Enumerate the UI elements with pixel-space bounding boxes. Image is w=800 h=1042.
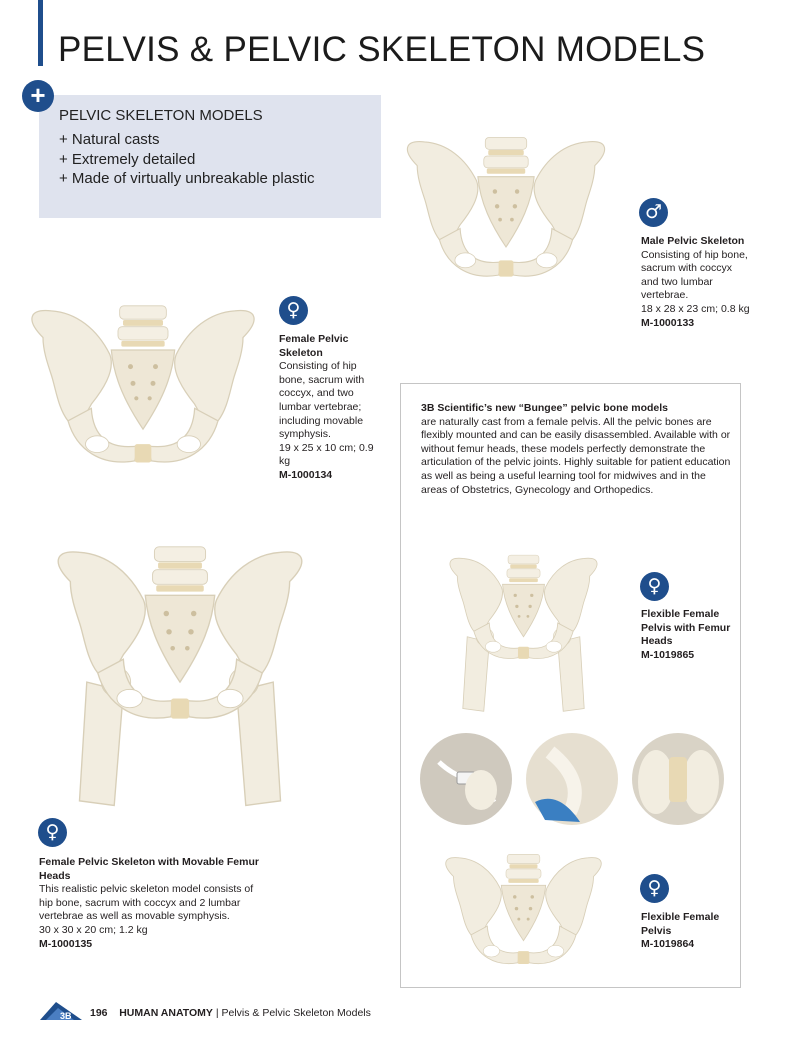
product-name: Flexible Female Pelvis with Femur Heads (641, 608, 731, 648)
flex-caption (641, 911, 736, 952)
page-number: 196 (90, 1007, 108, 1019)
female-femur-pelvis-image (35, 545, 325, 810)
female-pelvis-image (18, 290, 268, 485)
product-name: Female Pelvic Skeleton with Movable Femur Heads (39, 856, 259, 882)
flex-femur-caption (641, 608, 736, 662)
detail-image (631, 732, 725, 826)
flex-femur-pelvis-image (431, 554, 616, 714)
footer-section: HUMAN ANATOMY (119, 1007, 213, 1019)
product-description: Consisting of hip bone, sacrum with coccyx and two lumbar vertebrae. (641, 248, 748, 302)
product-dimensions: 19 x 25 x 10 cm; 0.9 kg (279, 441, 374, 468)
product-sku: M-1000134 (279, 468, 333, 481)
female-symbol-icon: ♀ (640, 572, 669, 601)
product-sku: M-1000135 (39, 937, 93, 950)
logo-text: 3B (60, 1011, 72, 1021)
product-name: Female Pelvic Skeleton (279, 333, 349, 359)
bungee-info-box (400, 383, 741, 988)
product-sku: M-1019865 (641, 648, 695, 661)
footer-separator: | (212, 1007, 222, 1019)
product-dimensions: 30 x 30 x 20 cm; 1.2 kg (39, 923, 148, 936)
female-femur-caption (39, 856, 269, 951)
footer-subsection: Pelvis & Pelvic Skeleton Models (221, 1007, 371, 1019)
info-body: are naturally cast from a female pelvis. All the pelvic bones are flexibly mounted and can be easily disassembled. Available with or without femur heads, these models perfectly demonstrate the articulation of the pelvic joints. Highly suitable for patient education as well as being a useful learning tool for midwives and in the areas of Obstetrics, Gynecology and Orthopedics. (421, 415, 731, 496)
flex-pelvis-image (436, 844, 611, 979)
plus-icon: + (22, 80, 54, 112)
page-title: PELVIS & PELVIC SKELETON MODELS (58, 30, 706, 69)
brand-logo (38, 1000, 84, 1022)
product-dimensions: 18 x 28 x 23 cm; 0.8 kg (641, 302, 750, 315)
female-symbol-icon: ♀ (38, 818, 67, 847)
info-heading: 3B Scientific’s new “Bungee” pelvic bone models (421, 402, 669, 414)
detail-image (419, 732, 513, 826)
male-pelvis-image (395, 110, 617, 310)
male-symbol-icon: ♂ (639, 198, 668, 227)
product-name: Male Pelvic Skeleton (641, 235, 745, 247)
product-sku: M-1019864 (641, 938, 695, 951)
female-caption (279, 333, 379, 483)
feature-box (39, 95, 381, 218)
product-description: This realistic pelvic skeleton model consists of hip bone, sacrum with coccyx and 2 lumbar vertebrae as well as movable symphysis. (39, 883, 254, 923)
feature-title: PELVIC SKELETON MODELS (59, 107, 263, 124)
product-sku: M-1000133 (641, 316, 695, 329)
accent-bar (38, 0, 43, 66)
female-symbol-icon: ♀ (640, 874, 669, 903)
bungee-info-text (421, 402, 731, 497)
product-description: Consisting of hip bone, sacrum with coccyx, and two lumbar vertebrae; including movable symphysis. (279, 360, 365, 441)
male-caption (641, 235, 751, 330)
feature-item: + Made of virtually unbreakable plastic (59, 170, 315, 187)
product-name: Flexible Female Pelvis (641, 911, 720, 937)
detail-image (525, 732, 619, 826)
page-footer (90, 1007, 371, 1019)
feature-item: + Extremely detailed (59, 150, 196, 168)
feature-item: + Natural casts (59, 131, 160, 148)
female-symbol-icon: ♀ (279, 296, 308, 325)
